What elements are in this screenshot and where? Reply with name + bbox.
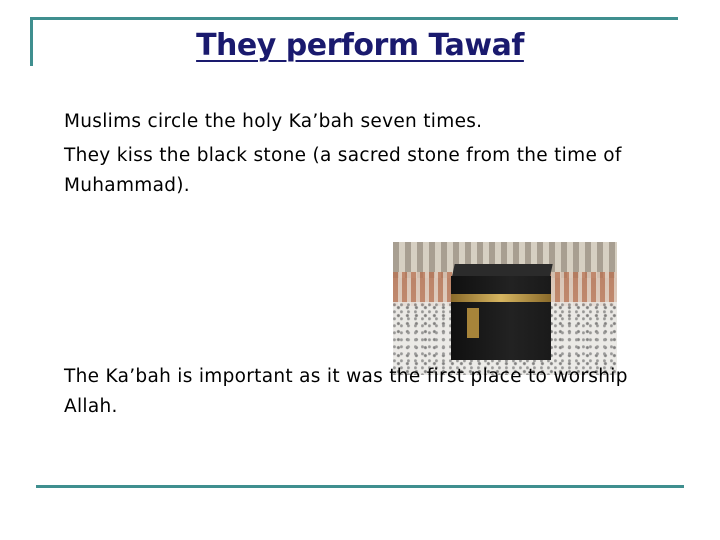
- frame-left-line: [30, 17, 33, 66]
- paragraph-importance: The Ka’bah is important as it was the first place to worship Allah.: [64, 366, 628, 417]
- kaaba-gold-band: [451, 294, 551, 302]
- paragraph-black-stone: They kiss the black stone (a sacred stone from the time of Muhammad).: [64, 145, 622, 196]
- frame-bottom-line: [36, 485, 684, 488]
- paragraph-tawaf: Muslims circle the holy Ka’bah seven times.: [64, 111, 483, 132]
- frame-top-line: [30, 17, 678, 20]
- kaaba-door: [467, 308, 479, 338]
- kaaba-photo: [393, 242, 617, 375]
- slide-title: They perform Tawaf: [196, 28, 524, 63]
- kaaba-shape: [451, 276, 551, 360]
